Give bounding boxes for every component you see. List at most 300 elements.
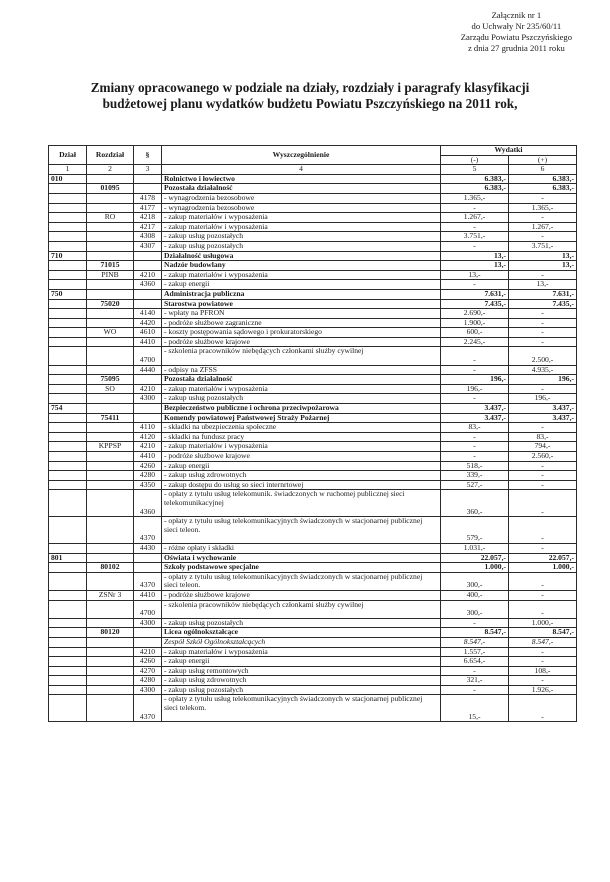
cell-paragraf: 4140	[134, 309, 162, 319]
table-row	[49, 193, 577, 203]
cell-dzial	[49, 666, 87, 676]
cell-dzial	[49, 203, 87, 213]
cell-plus: -	[509, 572, 577, 590]
table-row	[49, 647, 577, 657]
cell-wyszczegolnienie: - zakup usług pozostałych	[162, 241, 441, 251]
cell-minus: 6.654,-	[441, 657, 509, 667]
cell-wyszczegolnienie: - zakup usług pozostałych	[162, 618, 441, 628]
cell-wyszczegolnienie: - różne opłaty i składki	[162, 543, 441, 553]
cell-minus: 1.267,-	[441, 213, 509, 223]
table-row	[49, 394, 577, 404]
table-row	[49, 685, 577, 695]
cell-plus: 22.057,-	[509, 553, 577, 563]
cell-paragraf	[134, 251, 162, 261]
table-row	[49, 628, 577, 638]
cell-wyszczegolnienie: - wynagrodzenia bezosobowe	[162, 193, 441, 203]
cell-wyszczegolnienie: - podróże służbowe krajowe	[162, 452, 441, 462]
cell-paragraf	[134, 261, 162, 271]
cell-dzial	[49, 563, 87, 573]
cell-minus: -	[441, 666, 509, 676]
cell-plus: -	[509, 328, 577, 338]
cell-rozdzial	[87, 695, 134, 722]
table-row	[49, 695, 577, 722]
cell-minus: -	[441, 442, 509, 452]
cell-plus: 196,-	[509, 394, 577, 404]
table-row	[49, 375, 577, 385]
cell-rozdzial	[87, 553, 134, 563]
cell-paragraf: 4110	[134, 423, 162, 433]
cell-paragraf: 4177	[134, 203, 162, 213]
cell-plus: 83,-	[509, 432, 577, 442]
budget-table	[48, 145, 577, 722]
cell-wyszczegolnienie: - podróże służbowe krajowe	[162, 337, 441, 347]
cell-paragraf: 4370	[134, 695, 162, 722]
table-row	[49, 241, 577, 251]
cell-paragraf: 4210	[134, 647, 162, 657]
column-numbers-row	[49, 165, 577, 175]
cell-dzial	[49, 647, 87, 657]
cell-paragraf: 4210	[134, 442, 162, 452]
cell-wyszczegolnienie: - koszty postępowania sądowego i prokuratorskiego	[162, 328, 441, 338]
cell-dzial	[49, 657, 87, 667]
cell-dzial	[49, 309, 87, 319]
cell-paragraf: 4440	[134, 365, 162, 375]
cell-rozdzial	[87, 676, 134, 686]
table-row	[49, 270, 577, 280]
cell-dzial	[49, 480, 87, 490]
cell-plus: -	[509, 590, 577, 600]
cell-dzial	[49, 375, 87, 385]
cell-plus: -	[509, 695, 577, 722]
document-title	[70, 80, 550, 112]
cell-minus: 339,-	[441, 471, 509, 481]
table-row	[49, 261, 577, 271]
cell-plus: 1.926,-	[509, 685, 577, 695]
table-row	[49, 222, 577, 232]
cell-dzial	[49, 241, 87, 251]
table-row	[49, 657, 577, 667]
header-line-3: Zarządu Powiatu Pszczyńskiego	[460, 32, 572, 42]
cell-plus: 1.000,-	[509, 563, 577, 573]
cell-plus: 1.000,-	[509, 618, 577, 628]
header-line-2: do Uchwały Nr 235/60/11	[471, 21, 562, 31]
table-row	[49, 384, 577, 394]
cell-wyszczegolnienie: - składki na fundusz pracy	[162, 432, 441, 442]
cell-plus: 6.383,-	[509, 184, 577, 194]
cell-dzial	[49, 365, 87, 375]
colnum-4: 4	[162, 165, 441, 175]
cell-rozdzial	[87, 365, 134, 375]
cell-minus: 6.383,-	[441, 184, 509, 194]
cell-wyszczegolnienie: - zakup dostępu do usług so sieci internrtowej	[162, 480, 441, 490]
cell-dzial	[49, 461, 87, 471]
attachment-header	[461, 10, 572, 54]
table-row	[49, 423, 577, 433]
cell-plus: -	[509, 318, 577, 328]
cell-plus: 4.935,-	[509, 365, 577, 375]
cell-plus: -	[509, 270, 577, 280]
cell-rozdzial	[87, 452, 134, 462]
cell-dzial	[49, 394, 87, 404]
cell-minus: 3.751,-	[441, 232, 509, 242]
cell-plus: 6.383,-	[509, 174, 577, 184]
cell-dzial	[49, 270, 87, 280]
table-row	[49, 600, 577, 618]
cell-rozdzial	[87, 241, 134, 251]
cell-rozdzial: 75020	[87, 299, 134, 309]
cell-rozdzial	[87, 647, 134, 657]
cell-minus: 1.557,-	[441, 647, 509, 657]
cell-minus: 1.900,-	[441, 318, 509, 328]
cell-rozdzial	[87, 251, 134, 261]
cell-minus: 360,-	[441, 490, 509, 517]
cell-paragraf: 4430	[134, 543, 162, 553]
cell-rozdzial: WO	[87, 328, 134, 338]
cell-rozdzial	[87, 543, 134, 553]
colnum-2: 2	[87, 165, 134, 175]
cell-minus: 321,-	[441, 676, 509, 686]
cell-wyszczegolnienie: - opłaty z tytułu usług telekomunikacyjnych świadczonych w stacjonarnej publicznej sieci telekom.	[162, 695, 441, 722]
cell-wyszczegolnienie: - opłaty z tytułu usług telekomunikacyjnych świadczonych w stacjonarnej publicznej sieci teleon.	[162, 572, 441, 590]
cell-dzial	[49, 628, 87, 638]
cell-rozdzial: ZSNr 3	[87, 590, 134, 600]
cell-plus: 196,-	[509, 375, 577, 385]
table-row	[49, 517, 577, 544]
title-line-2: budżetowej planu wydatków budżetu Powiatu Pszczyńskiego na 2011 rok,	[102, 96, 518, 111]
table-header-row	[49, 146, 577, 156]
cell-minus: 8.547,-	[441, 628, 509, 638]
table-row	[49, 213, 577, 223]
cell-dzial	[49, 347, 87, 365]
cell-paragraf	[134, 375, 162, 385]
cell-plus: -	[509, 676, 577, 686]
cell-dzial	[49, 452, 87, 462]
cell-wyszczegolnienie: - zakup usług zdrowotnych	[162, 471, 441, 481]
cell-wyszczegolnienie: Bezpieczeństwo publiczne i ochrona przeciwpożarowa	[162, 404, 441, 414]
cell-minus: -	[441, 241, 509, 251]
cell-dzial	[49, 213, 87, 223]
cell-dzial	[49, 423, 87, 433]
cell-minus: -	[441, 394, 509, 404]
table-row	[49, 289, 577, 299]
cell-wyszczegolnienie: - zakup materiałów i wyposażenia	[162, 442, 441, 452]
cell-paragraf: 4217	[134, 222, 162, 232]
cell-dzial	[49, 442, 87, 452]
cell-wyszczegolnienie: Licea ogólnokształcące	[162, 628, 441, 638]
cell-wyszczegolnienie: - podróże służbowe krajowe	[162, 590, 441, 600]
cell-paragraf	[134, 628, 162, 638]
cell-dzial: 801	[49, 553, 87, 563]
cell-wyszczegolnienie: - zakup energii	[162, 461, 441, 471]
cell-paragraf: 4307	[134, 241, 162, 251]
cell-dzial: 010	[49, 174, 87, 184]
cell-wyszczegolnienie: - zakup materiałów i wyposażenia	[162, 647, 441, 657]
cell-wyszczegolnienie: Komendy powiatowej Państwowej Straży Pożarnej	[162, 413, 441, 423]
table-row	[49, 461, 577, 471]
cell-paragraf: 4700	[134, 600, 162, 618]
cell-wyszczegolnienie: Szkoły podstawowe specjalne	[162, 563, 441, 573]
cell-minus: -	[441, 280, 509, 290]
cell-dzial: 710	[49, 251, 87, 261]
colnum-5: 5	[441, 165, 509, 175]
cell-rozdzial: 80120	[87, 628, 134, 638]
header-wydatki: Wydatki	[441, 146, 577, 156]
table-row	[49, 203, 577, 213]
cell-minus: 1.365,-	[441, 193, 509, 203]
header-paragraf: §	[134, 146, 162, 165]
cell-dzial	[49, 517, 87, 544]
cell-minus: 3.437,-	[441, 413, 509, 423]
cell-wyszczegolnienie: - zakup usług pozostałych	[162, 232, 441, 242]
table-row	[49, 676, 577, 686]
cell-minus: 600,-	[441, 328, 509, 338]
table-row	[49, 563, 577, 573]
cell-rozdzial: RO	[87, 213, 134, 223]
cell-rozdzial	[87, 637, 134, 647]
cell-dzial	[49, 471, 87, 481]
table-row	[49, 365, 577, 375]
cell-wyszczegolnienie: - zakup energii	[162, 280, 441, 290]
cell-wyszczegolnienie: - opłaty z tytułu usług telekomunikacyjnych świadczonych w stacjonarnej publicznej sieci teleon.	[162, 517, 441, 544]
table-row	[49, 590, 577, 600]
cell-plus: -	[509, 647, 577, 657]
cell-plus: -	[509, 309, 577, 319]
cell-plus: -	[509, 337, 577, 347]
cell-plus: 794,-	[509, 442, 577, 452]
cell-rozdzial	[87, 480, 134, 490]
cell-plus: 13,-	[509, 280, 577, 290]
cell-dzial	[49, 384, 87, 394]
cell-minus: 518,-	[441, 461, 509, 471]
cell-paragraf: 4280	[134, 676, 162, 686]
cell-minus: 1.031,-	[441, 543, 509, 553]
header-minus: (-)	[441, 155, 509, 165]
table-row	[49, 666, 577, 676]
cell-minus: 13,-	[441, 251, 509, 261]
cell-wyszczegolnienie: - zakup usług pozostałych	[162, 394, 441, 404]
cell-minus: 7.631,-	[441, 289, 509, 299]
cell-minus: 15,-	[441, 695, 509, 722]
cell-rozdzial	[87, 490, 134, 517]
table-row	[49, 413, 577, 423]
table-row	[49, 543, 577, 553]
header-plus: (+)	[509, 155, 577, 165]
header-line-4: z dnia 27 grudnia 2011 roku	[467, 43, 565, 53]
table-row	[49, 618, 577, 628]
cell-paragraf: 4610	[134, 328, 162, 338]
cell-rozdzial	[87, 432, 134, 442]
cell-paragraf: 4280	[134, 471, 162, 481]
cell-plus: -	[509, 490, 577, 517]
cell-wyszczegolnienie: - odpisy na ZFSS	[162, 365, 441, 375]
cell-rozdzial	[87, 232, 134, 242]
cell-minus: 196,-	[441, 375, 509, 385]
cell-paragraf: 4410	[134, 590, 162, 600]
cell-dzial	[49, 685, 87, 695]
cell-dzial	[49, 193, 87, 203]
cell-plus: 13,-	[509, 251, 577, 261]
cell-wyszczegolnienie: - szkolenia pracowników niebędących członkami służby cywilnej	[162, 347, 441, 365]
cell-wyszczegolnienie: - wpłaty na PFRON	[162, 309, 441, 319]
cell-dzial	[49, 328, 87, 338]
table-row	[49, 232, 577, 242]
cell-paragraf: 4120	[134, 432, 162, 442]
cell-rozdzial	[87, 461, 134, 471]
table-row	[49, 309, 577, 319]
cell-dzial	[49, 432, 87, 442]
cell-rozdzial: 75095	[87, 375, 134, 385]
cell-wyszczegolnienie: - zakup energii	[162, 657, 441, 667]
cell-dzial	[49, 637, 87, 647]
cell-wyszczegolnienie: Działalność usługowa	[162, 251, 441, 261]
cell-paragraf: 4300	[134, 685, 162, 695]
header-dzial: Dział	[49, 146, 87, 165]
cell-plus: 108,-	[509, 666, 577, 676]
cell-minus: -	[441, 618, 509, 628]
table-row	[49, 318, 577, 328]
cell-minus: 83,-	[441, 423, 509, 433]
cell-rozdzial	[87, 600, 134, 618]
cell-dzial	[49, 232, 87, 242]
cell-paragraf: 4370	[134, 572, 162, 590]
cell-dzial	[49, 543, 87, 553]
cell-rozdzial: KPPSP	[87, 442, 134, 452]
cell-plus: -	[509, 543, 577, 553]
cell-plus: 1.365,-	[509, 203, 577, 213]
cell-paragraf: 4360	[134, 280, 162, 290]
cell-rozdzial	[87, 309, 134, 319]
cell-wyszczegolnienie: Rolnictwo i łowiectwo	[162, 174, 441, 184]
cell-paragraf: 4420	[134, 318, 162, 328]
table-row	[49, 572, 577, 590]
cell-dzial	[49, 590, 87, 600]
cell-rozdzial	[87, 471, 134, 481]
cell-paragraf: 4350	[134, 480, 162, 490]
cell-minus: -	[441, 432, 509, 442]
cell-wyszczegolnienie: - zakup materiałów i wyposażenia	[162, 270, 441, 280]
cell-plus: -	[509, 384, 577, 394]
cell-minus: -	[441, 203, 509, 213]
cell-minus: 8.547,-	[441, 637, 509, 647]
cell-minus: -	[441, 222, 509, 232]
cell-wyszczegolnienie: - zakup materiałów i wyposażenia	[162, 222, 441, 232]
cell-plus: -	[509, 423, 577, 433]
cell-dzial	[49, 184, 87, 194]
cell-paragraf: 4370	[134, 517, 162, 544]
cell-plus: -	[509, 657, 577, 667]
cell-minus: 3.437,-	[441, 404, 509, 414]
cell-paragraf	[134, 413, 162, 423]
cell-dzial	[49, 413, 87, 423]
cell-rozdzial	[87, 337, 134, 347]
title-line-1: Zmiany opracowanego w podziale na działy, rozdziały i paragrafy klasyfikacji	[90, 80, 530, 95]
cell-minus: -	[441, 452, 509, 462]
table-row	[49, 337, 577, 347]
cell-plus: -	[509, 517, 577, 544]
colnum-6: 6	[509, 165, 577, 175]
table-row	[49, 347, 577, 365]
cell-paragraf: 4700	[134, 347, 162, 365]
table-row	[49, 404, 577, 414]
cell-rozdzial	[87, 174, 134, 184]
cell-paragraf: 4410	[134, 337, 162, 347]
cell-rozdzial	[87, 280, 134, 290]
cell-paragraf: 4270	[134, 666, 162, 676]
table-row	[49, 490, 577, 517]
cell-wyszczegolnienie: - zakup usług zdrowotnych	[162, 676, 441, 686]
cell-wyszczegolnienie: - podróże służbowe zagraniczne	[162, 318, 441, 328]
cell-rozdzial: PINB	[87, 270, 134, 280]
cell-minus: 300,-	[441, 600, 509, 618]
cell-rozdzial	[87, 572, 134, 590]
header-line-1: Załącznik nr 1	[491, 10, 542, 20]
cell-dzial	[49, 600, 87, 618]
cell-rozdzial: 71015	[87, 261, 134, 271]
cell-dzial	[49, 337, 87, 347]
cell-minus: -	[441, 685, 509, 695]
header-rozdzial: Rozdział	[87, 146, 134, 165]
cell-rozdzial	[87, 394, 134, 404]
cell-rozdzial	[87, 222, 134, 232]
cell-plus: -	[509, 193, 577, 203]
cell-wyszczegolnienie: Starostwa powiatowe	[162, 299, 441, 309]
cell-plus: 3.437,-	[509, 413, 577, 423]
cell-plus: 7.631,-	[509, 289, 577, 299]
table-row	[49, 442, 577, 452]
cell-paragraf	[134, 553, 162, 563]
cell-wyszczegolnienie: - składki na ubezpieczenia społeczne	[162, 423, 441, 433]
cell-wyszczegolnienie: - zakup usług remontowych	[162, 666, 441, 676]
cell-dzial	[49, 490, 87, 517]
table-row	[49, 637, 577, 647]
cell-wyszczegolnienie: Administracja publiczna	[162, 289, 441, 299]
table-row	[49, 471, 577, 481]
cell-paragraf: 4300	[134, 618, 162, 628]
cell-paragraf: 4178	[134, 193, 162, 203]
cell-plus: -	[509, 600, 577, 618]
colnum-3: 3	[134, 165, 162, 175]
table-row	[49, 174, 577, 184]
cell-rozdzial	[87, 193, 134, 203]
cell-paragraf: 4360	[134, 490, 162, 517]
cell-rozdzial	[87, 423, 134, 433]
cell-minus: 22.057,-	[441, 553, 509, 563]
cell-paragraf	[134, 289, 162, 299]
table-row	[49, 432, 577, 442]
cell-wyszczegolnienie: Nadzór budowlany	[162, 261, 441, 271]
cell-plus: 1.267,-	[509, 222, 577, 232]
cell-dzial: 750	[49, 289, 87, 299]
cell-minus: 196,-	[441, 384, 509, 394]
cell-rozdzial	[87, 657, 134, 667]
cell-paragraf	[134, 184, 162, 194]
cell-plus: -	[509, 461, 577, 471]
cell-rozdzial	[87, 685, 134, 695]
cell-rozdzial	[87, 404, 134, 414]
cell-minus: 1.000,-	[441, 563, 509, 573]
cell-minus: 527,-	[441, 480, 509, 490]
cell-rozdzial: 01095	[87, 184, 134, 194]
table-row	[49, 328, 577, 338]
cell-rozdzial: 80102	[87, 563, 134, 573]
cell-paragraf	[134, 637, 162, 647]
table-row	[49, 184, 577, 194]
cell-dzial	[49, 280, 87, 290]
cell-wyszczegolnienie: - wynagrodzenia bezosobowe	[162, 203, 441, 213]
cell-dzial	[49, 618, 87, 628]
table-row	[49, 251, 577, 261]
cell-plus: 8.547,-	[509, 637, 577, 647]
